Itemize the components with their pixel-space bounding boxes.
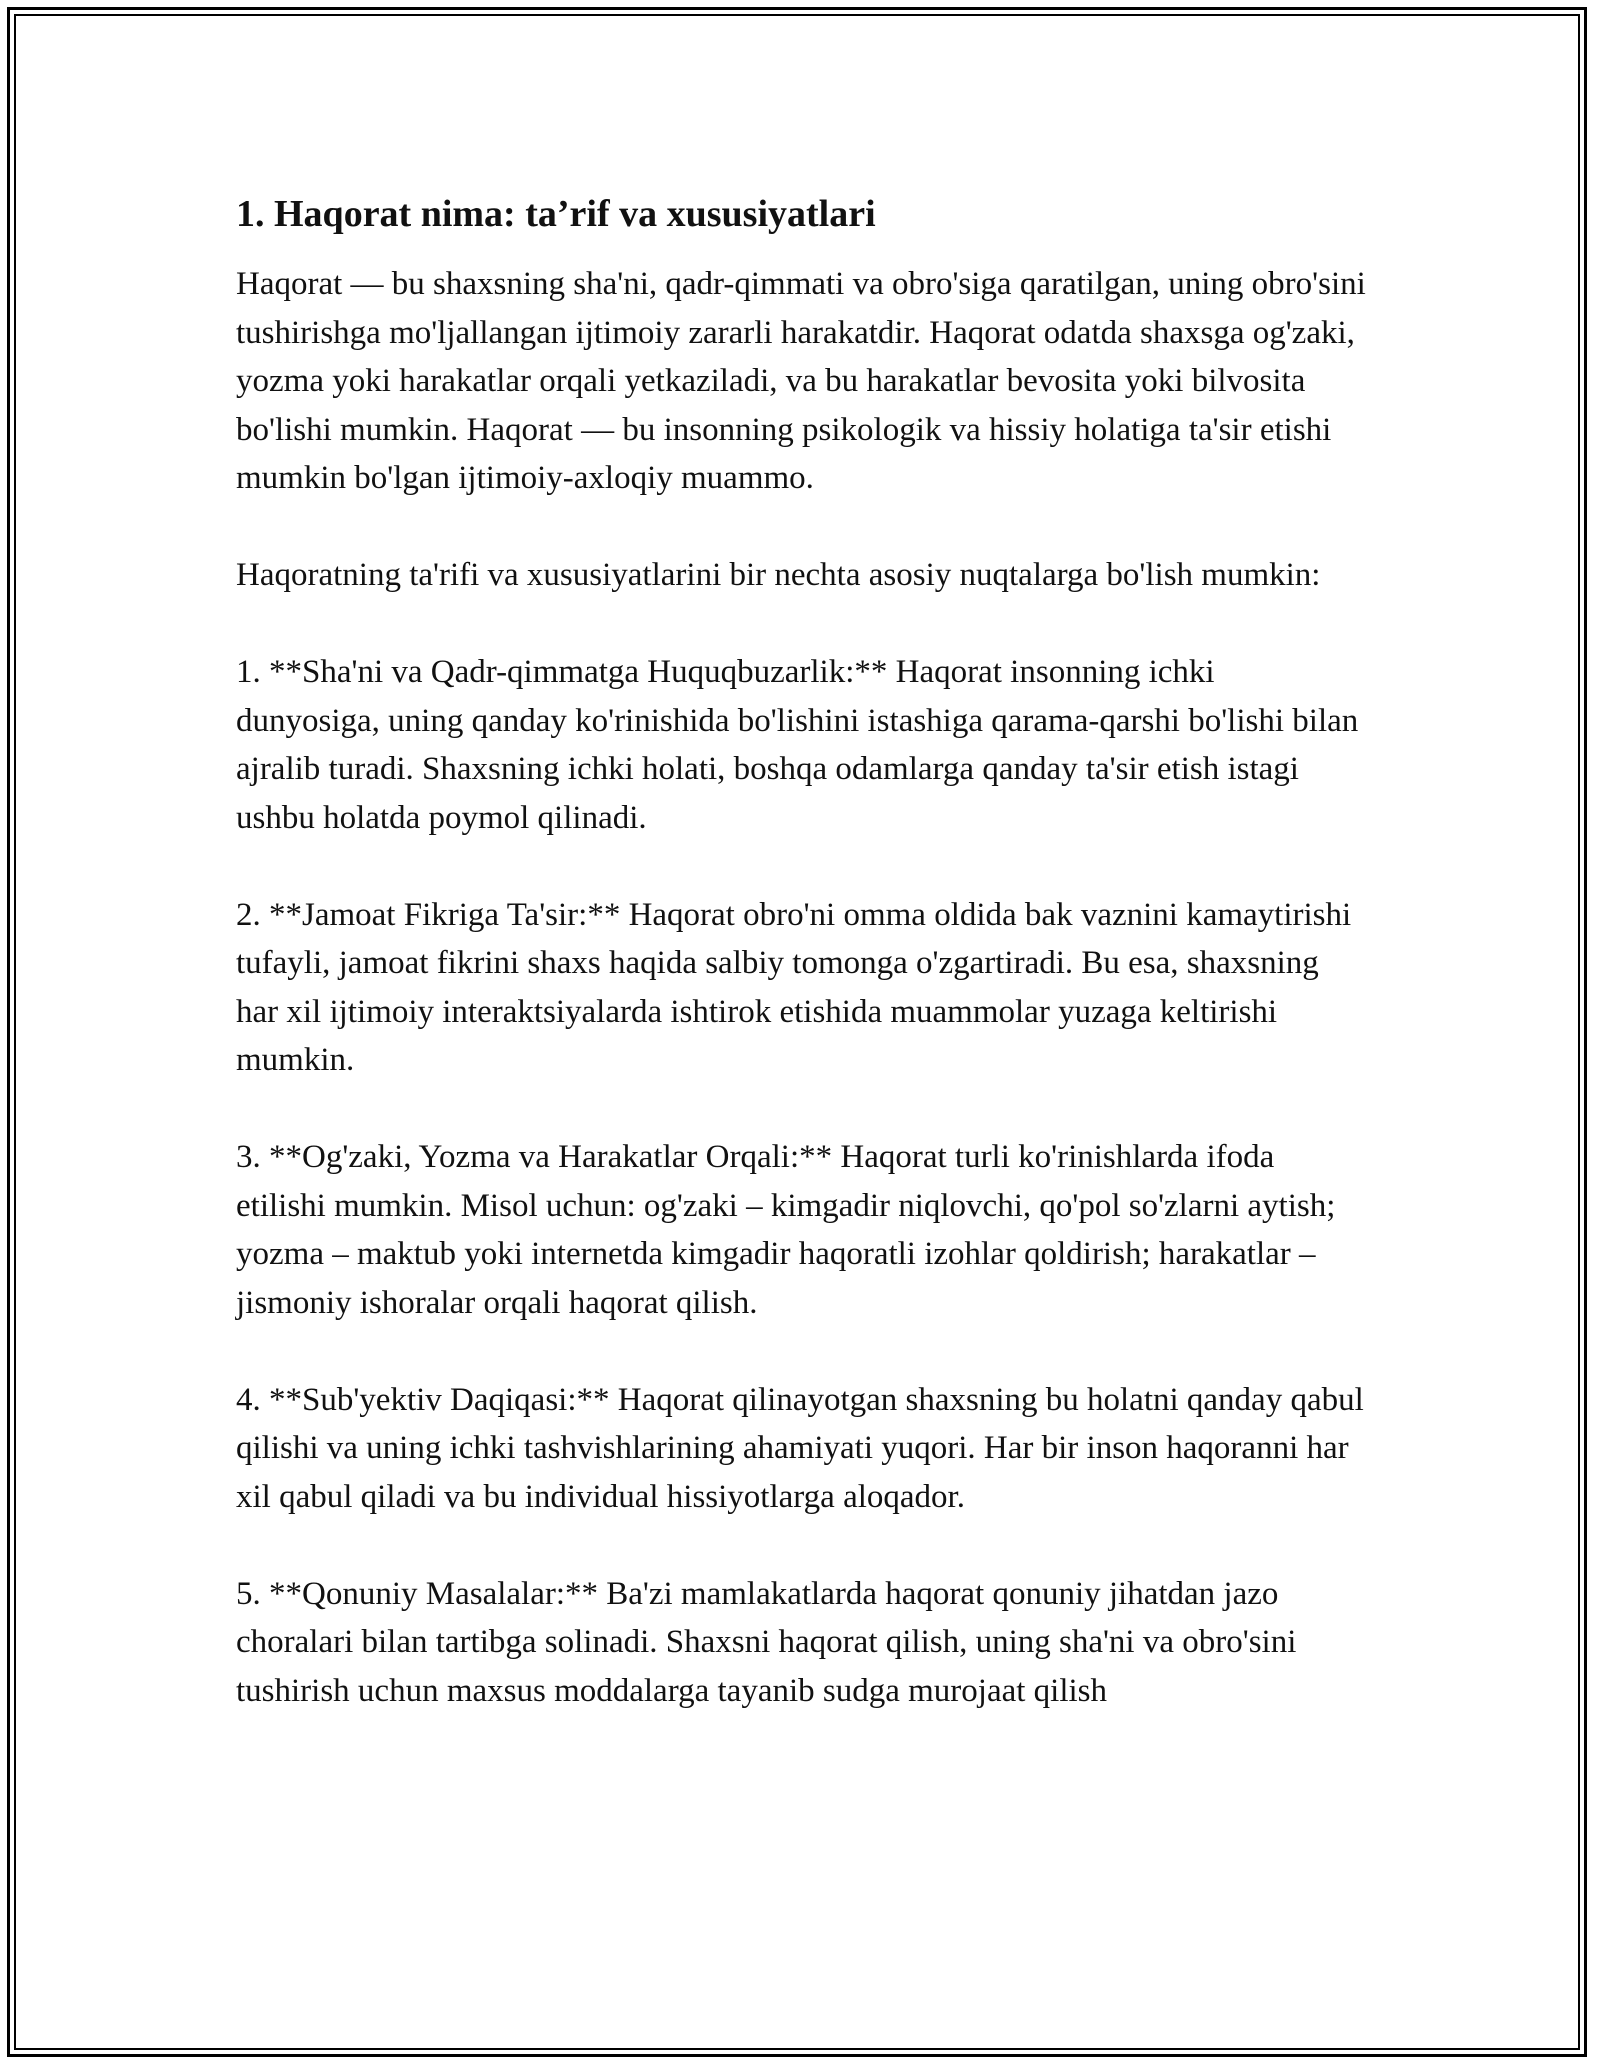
list-item-2: 2. **Jamoat Fikriga Ta'sir:** Haqorat obro'ni omma oldida bak vaznini kamaytirishi tufayli, jamoat fikrini shaxs haqida salbiy tomonga o'zgartiradi. Bu esa, shaxsning har xil ijtimoiy interaktsiyalarda ishtirok etishida muammolar yuzaga keltirishi mumkin. bbox=[236, 896, 1352, 1078]
paragraph-intro: Haqoratning ta'rifi va xususiyatlarini bir nechta asosiy nuqtalarga bo'lish mumkin: bbox=[236, 557, 1321, 593]
document-title: 1. Haqorat nima: ta’rif va xususiyatlari bbox=[236, 193, 876, 235]
list-item-1: 1. **Sha'ni va Qadr-qimmatga Huquqbuzarlik:** Haqorat insonning ichki dunyosiga, uning qanday ko'rinishida bo'lishini istashiga qarama-qarshi bo'lishi bilan ajralib turadi. Shaxsning ichki holati, boshqa odamlarga qanday ta'sir etish istagi ushbu holatda poymol qilinadi. bbox=[236, 654, 1359, 836]
document-body bbox=[236, 190, 1366, 1764]
list-item-3: 3. **Og'zaki, Yozma va Harakatlar Orqali:** Haqorat turli ko'rinishlarda ifoda etilishi mumkin. Misol uchun: og'zaki – kimgadir niqlovchi, qo'pol so'zlarni aytish; yozma – maktub yoki internetda kimgadir haqoratli izohlar qoldirish; harakatlar – jismoniy ishoralar orqali haqorat qilish. bbox=[236, 1139, 1336, 1321]
list-item-5: 5. **Qonuniy Masalalar:** Ba'zi mamlakatlarda haqorat qonuniy jihatdan jazo choralari bilan tartibga solinadi. Shaxsni haqorat qilish, uning sha'ni va obro'sini tushirish uchun maxsus moddalarga tayanib sudga murojaat qilish bbox=[236, 1575, 1297, 1709]
list-item-4: 4. **Sub'yektiv Daqiqasi:** Haqorat qilinayotgan shaxsning bu holatni qanday qabul qilishi va uning ichki tashvishlarining ahamiyati yuqori. Har bir inson haqoranni har xil qabul qiladi va bu individual hissiyotlarga aloqador. bbox=[236, 1381, 1364, 1515]
paragraph-definition: Haqorat — bu shaxsning sha'ni, qadr-qimmati va obro'siga qaratilgan, uning obro'sini tushirishga mo'ljallangan ijtimoiy zararli harakatdir. Haqorat odatda shaxsga og'zaki, yozma yoki harakatlar orqali yetkaziladi, va bu harakatlar bevosita yoki bilvosita bo'lishi mumkin. Haqorat — bu insonning psikologik va hissiy holatiga ta'sir etishi mumkin bo'lgan ijtimoiy-axloqiy muammo. bbox=[236, 266, 1366, 496]
